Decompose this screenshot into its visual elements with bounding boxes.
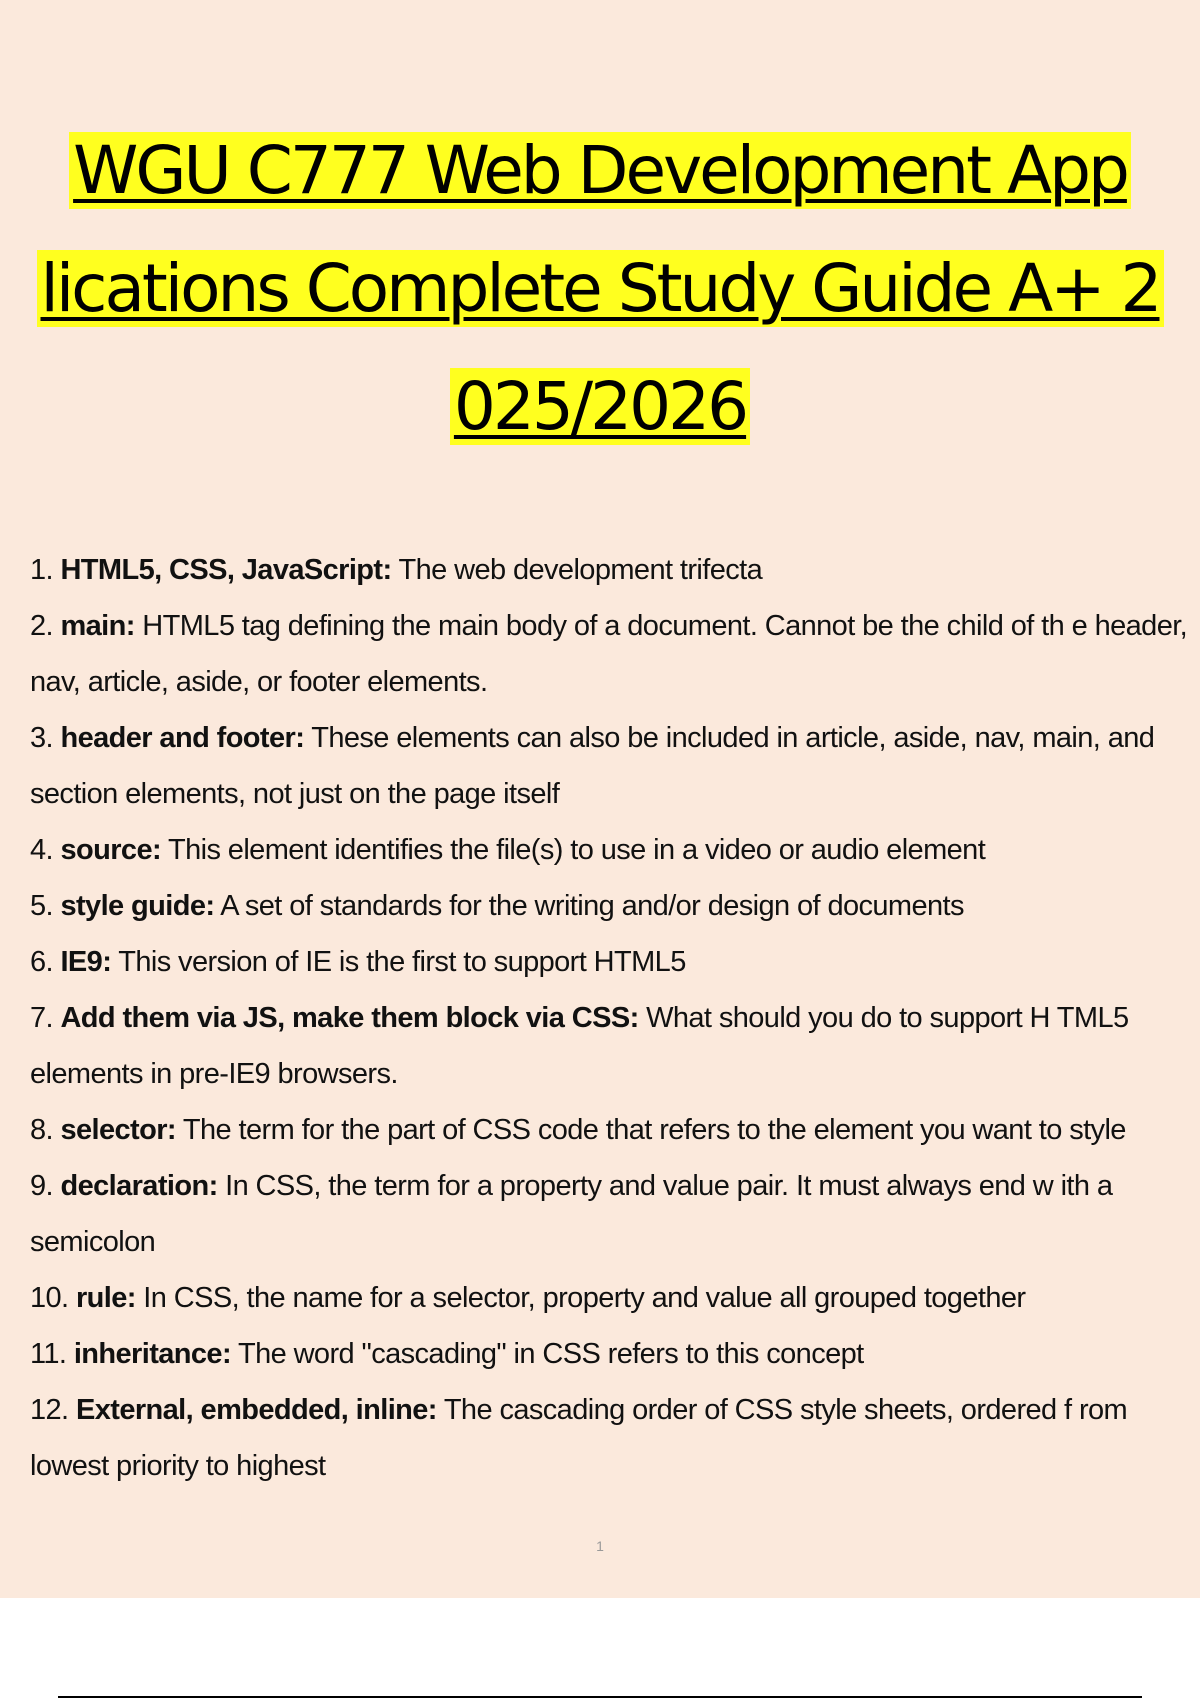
item-definition: These elements can also be included in article, aside, nav, main, and section elements, not just on the page itself bbox=[30, 722, 1155, 810]
item-term: IE9: bbox=[60, 946, 112, 978]
title-line-2-text: lications Complete Study Guide A+ 2 bbox=[37, 250, 1164, 327]
item-term: Add them via JS, make them block via CSS: bbox=[60, 1002, 639, 1034]
item-term: source: bbox=[60, 834, 162, 866]
item-term: selector: bbox=[60, 1114, 176, 1146]
study-guide-list bbox=[30, 542, 1190, 1494]
item-number: 2. bbox=[30, 610, 53, 642]
list-item bbox=[30, 1382, 1190, 1494]
list-item bbox=[30, 934, 1190, 990]
title-line-1 bbox=[0, 112, 1200, 230]
item-number: 7. bbox=[30, 1002, 53, 1034]
item-term: header and footer: bbox=[60, 722, 305, 754]
list-item bbox=[30, 1270, 1190, 1326]
list-item bbox=[30, 990, 1190, 1102]
item-definition: This element identifies the file(s) to use in a video or audio element bbox=[167, 834, 986, 866]
item-definition: What should you do to support H TML5 elements in pre-IE9 browsers. bbox=[30, 1002, 1129, 1090]
title-line-1-text: WGU C777 Web Development App bbox=[69, 132, 1131, 209]
item-number: 6. bbox=[30, 946, 53, 978]
item-number: 4. bbox=[30, 834, 53, 866]
item-definition: In CSS, the name for a selector, property and value all grouped together bbox=[143, 1282, 1026, 1314]
item-definition: HTML5 tag defining the main body of a document. Cannot be the child of th e header, nav, article, aside, or footer elements. bbox=[30, 610, 1188, 698]
list-item bbox=[30, 598, 1190, 710]
item-number: 10. bbox=[30, 1282, 69, 1314]
footer-divider bbox=[58, 1696, 1142, 1698]
item-definition: The web development trifecta bbox=[398, 554, 763, 586]
item-number: 8. bbox=[30, 1114, 53, 1146]
item-definition: In CSS, the term for a property and value pair. It must always end w ith a semicolon bbox=[30, 1170, 1113, 1258]
item-definition: A set of standards for the writing and/or design of documents bbox=[220, 890, 964, 922]
title-line-2 bbox=[0, 230, 1200, 348]
item-term: External, embedded, inline: bbox=[75, 1394, 437, 1426]
item-number: 5. bbox=[30, 890, 53, 922]
item-number: 3. bbox=[30, 722, 53, 754]
list-item bbox=[30, 1158, 1190, 1270]
item-number: 1. bbox=[30, 554, 53, 586]
document-title bbox=[0, 112, 1200, 466]
item-number: 11. bbox=[30, 1338, 67, 1370]
list-item bbox=[30, 1326, 1190, 1382]
list-item bbox=[30, 822, 1190, 878]
page-number: 1 bbox=[596, 1538, 604, 1554]
item-term: rule: bbox=[75, 1282, 136, 1314]
item-definition: The term for the part of CSS code that refers to the element you want to style bbox=[182, 1114, 1126, 1146]
item-term: main: bbox=[60, 610, 135, 642]
title-line-3 bbox=[0, 348, 1200, 466]
list-item bbox=[30, 878, 1190, 934]
item-term: inheritance: bbox=[73, 1338, 232, 1370]
item-term: HTML5, CSS, JavaScript: bbox=[60, 554, 392, 586]
item-term: style guide: bbox=[60, 890, 215, 922]
item-term: declaration: bbox=[60, 1170, 218, 1202]
list-item bbox=[30, 1102, 1190, 1158]
item-definition: The cascading order of CSS style sheets, ordered f rom lowest priority to highest bbox=[30, 1394, 1128, 1482]
item-definition: This version of IE is the first to support HTML5 bbox=[118, 946, 686, 978]
item-definition: The word "cascading" in CSS refers to this concept bbox=[237, 1338, 864, 1370]
item-number: 12. bbox=[30, 1394, 69, 1426]
item-number: 9. bbox=[30, 1170, 53, 1202]
title-line-3-text: 025/2026 bbox=[450, 368, 750, 445]
list-item bbox=[30, 710, 1190, 822]
list-item bbox=[30, 542, 1190, 598]
